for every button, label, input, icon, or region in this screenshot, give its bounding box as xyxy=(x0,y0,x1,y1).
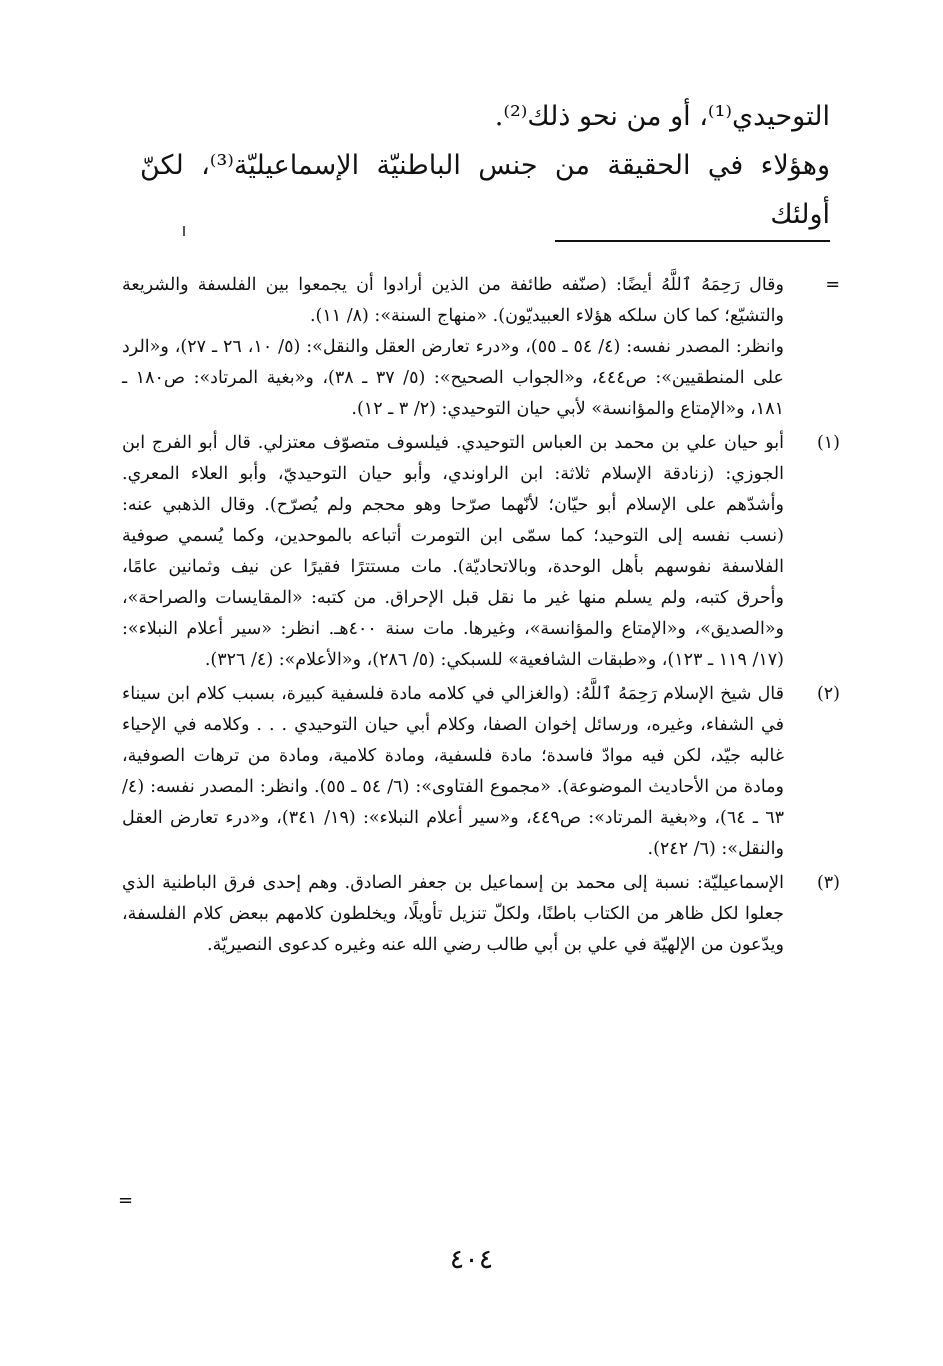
footnote-continued-text xyxy=(122,270,784,425)
main-text-line-2: وهؤلاء في الحقيقة من جنس الباطنيّة الإسماعيليّة⁽³⁾، لكنّ أولئك xyxy=(140,150,830,230)
footnote-text: الإسماعيليّة: نسبة إلى محمد بن إسماعيل بن جعفر الصادق. وهم إحدى فرق الباطنية الذي جعلوا لكل ظاهر من الكتاب باطنًا، ولكلّ تنزيل تأويلًا، ويخلطون كلامهم ببعض كلام الفلسفة، ويدّعون من الإلهيّة في علي بن أبي طالب رضي الله عنه وغيره كدعوى النصيريّة. xyxy=(122,873,784,955)
footnote-2 xyxy=(122,679,842,865)
footnote-continued-paragraph-1: وقال رَحِمَهُ ٱللَّهُ أيضًا: (صنّفه طائفة من الذين أرادوا أن يجمعوا بين الفلسفة والشريعة والتشيّع؛ كما كان سلكه هؤلاء العبيديّون). «منهاج السنة»: (٨/ ١١). xyxy=(122,275,784,326)
footnote-text: قال شيخ الإسلام رَحِمَهُ ٱللَّهُ: (والغزالي في كلامه مادة فلسفية كبيرة، بسبب كلام ابن سيناء في الشفاء، وغيره، ورسائل إخوان الصفا، وكلام أبي حيان التوحيدي . . . وكلامه في الإحياء غالبه جيّد، لكن فيه موادّ فاسدة؛ مادة فلسفية، ومادة كلامية، ومادة من ترهات الصوفية، ومادة من الأحاديث الموضوعة). «مجموع الفتاوى»: (٦/ ٥٤ ـ ٥٥). وانظر: المصدر نفسه: (٤/ ٦٣ ـ ٦٤)، و«بغية المرتاد»: ص٤٤٩، و«سير أعلام النبلاء»: (١٩/ ٣٤١)، و«درء تعارض العقل والنقل»: (٦/ ٢٤٢). xyxy=(122,684,784,859)
footnote-separator xyxy=(555,240,830,242)
continuation-marker: = xyxy=(825,275,840,295)
footnote-number: (٣) xyxy=(816,873,840,893)
footnote-text: أبو حيان علي بن محمد بن العباس التوحيدي. فيلسوف متصوّف معتزلي. قال أبو الفرج ابن الجوزي: (زنادقة الإسلام ثلاثة: ابن الراوندي، وأبو حيان التوحيديّ، وأبو العلاء المعري. وأشدّهم على الإسلام أبو حيّان؛ لأنّهما صرّحا وهو محجم ولم يُصرّح). وقال الذهبي عنه: (نسب نفسه إلى التوحيد؛ كما سمّى ابن التومرت أتباعه بالموحدين، وكما يُسمي صوفية الفلاسفة نفوسهم بأهل الوحدة، وبالاتحاديّة). مات مستترًا فقيرًا عن نيف وثمانين عامًا، وأحرق كتبه، ولم يسلم منها غير ما نقل قبل الإحراق. من كتبه: «المقايسات والصراحة»، و«الصديق»، و«الإمتاع والمؤانسة»، وغيرها. مات سنة ٤٠٠هـ. انظر: «سير أعلام النبلاء»: (١٧/ ١١٩ ـ ١٢٣)، و«طبقات الشافعية» للسبكي: (٥/ ٢٨٦)، و«الأعلام»: (٤/ ٣٢٦). xyxy=(122,433,784,670)
footnote-number: (٢) xyxy=(816,684,840,704)
main-text-line-1: التوحيدي⁽¹⁾، أو من نحو ذلك⁽²⁾. xyxy=(494,101,830,132)
footnote-continued-paragraph-2: وانظر: المصدر نفسه: (٤/ ٥٤ ـ ٥٥)، و«درء تعارض العقل والنقل»: (٥/ ١٠، ٢٦ ـ ٢٧)، و«الرد على المنطقيين»: ص٤٤٤، و«الجواب الصحيح»: (٥/ ٣٧ ـ ٣٨)، و«بغية المرتاد»: ص١٨٠ ـ ١٨١، و«الإمتاع والمؤانسة» لأبي حيان التوحيدي: (٢/ ٣ ـ ١٢). xyxy=(122,337,784,419)
footnote-1 xyxy=(122,428,842,676)
page-number: ٤٠٤ xyxy=(449,1244,494,1275)
footnote-3 xyxy=(122,868,842,961)
footnote-continued xyxy=(122,270,842,425)
footnote-number: (١) xyxy=(816,433,840,453)
continues-marker: = xyxy=(118,1190,134,1211)
stray-mark xyxy=(183,226,185,236)
footnotes xyxy=(122,270,842,961)
main-text xyxy=(140,92,830,239)
